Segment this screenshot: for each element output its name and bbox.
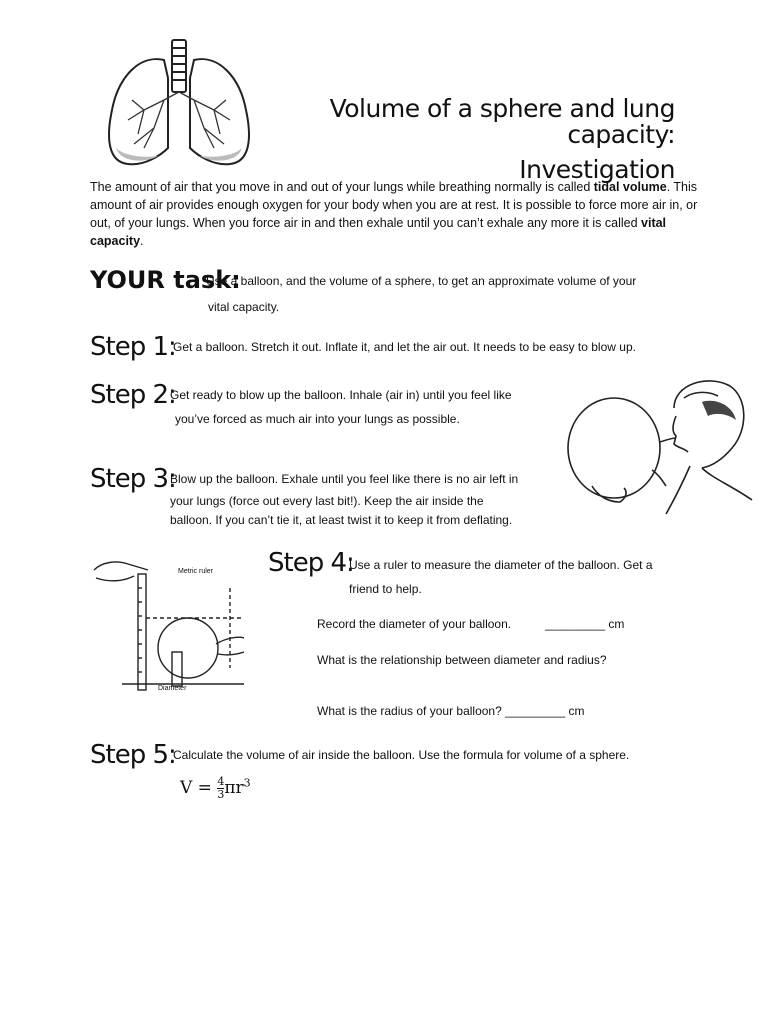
formula-pi: π (224, 778, 236, 798)
page-title (255, 96, 675, 183)
question-record-diameter: Record the diameter of your balloon. (317, 617, 512, 631)
step1-label: Step 1: (90, 332, 176, 362)
boy-balloon-illustration (562, 368, 760, 516)
ruler-figure (92, 548, 244, 696)
diameter-answer-blank[interactable]: _________ cm (545, 617, 625, 631)
intro-text-3: . (140, 234, 144, 248)
step2-label: Step 2: (90, 380, 176, 410)
formula-r: r (235, 778, 244, 798)
sphere-volume-formula (180, 776, 251, 801)
task-line2: vital capacity. (208, 300, 280, 314)
step4-line2: friend to help. (349, 582, 422, 596)
step3-label: Step 3: (90, 464, 176, 494)
step4-label: Step 4: (268, 548, 354, 578)
page-title-line2: Investigation (519, 154, 675, 184)
intro-paragraph (90, 178, 700, 250)
intro-text-2: . This amount of air provides enough oxygen for your body when you are at rest. It is possible to force more air in, or out, of your lungs. When you force air in and then exhale until you can’t exhale any more it is called (90, 180, 698, 230)
lungs-illustration (104, 38, 254, 170)
term-tidal-volume: tidal volume (593, 180, 667, 194)
diameter-label: Diameter (158, 685, 187, 692)
intro-text-1: The amount of air that you move in and out of your lungs while breathing normally is called (90, 180, 594, 194)
step2-line1: Get ready to blow up the balloon. Inhale (air in) until you feel like (170, 388, 512, 402)
step3-line2: your lungs (force out every last bit!). Keep the air inside the (170, 494, 484, 508)
step5-text: Calculate the volume of air inside the balloon. Use the formula for volume of a sphere. (173, 748, 630, 762)
step3-line3: balloon. If you can’t tie it, at least twist it to keep it from deflating. (170, 513, 513, 527)
term-vital-capacity: vital capacity (90, 216, 667, 248)
task-label: YOUR task: (90, 266, 241, 294)
step1-text: Get a balloon. Stretch it out. Inflate it, and let the air out. It needs to be easy to blow up. (173, 340, 636, 354)
question-radius-blank[interactable]: What is the radius of your balloon? _________ cm (317, 704, 585, 718)
step5-label: Step 5: (90, 740, 176, 770)
formula-denominator: 3 (217, 788, 225, 801)
page-title-line1: Volume of a sphere and lung capacity: (329, 94, 675, 150)
question-diameter-radius: What is the relationship between diameter and radius? (317, 653, 607, 667)
metric-ruler-label: Metric ruler (178, 568, 214, 575)
formula-numerator: 4 (217, 775, 225, 788)
formula-exponent: 3 (243, 776, 251, 790)
step3-line1: Blow up the balloon. Exhale until you feel like there is no air left in (170, 472, 519, 486)
step4-line1: Use a ruler to measure the diameter of the balloon. Get a (349, 558, 653, 572)
formula-lhs: V = (180, 778, 218, 798)
task-line1: Use a balloon, and the volume of a sphere, to get an approximate volume of your (206, 274, 637, 288)
step2-line2: you’ve forced as much air into your lungs as possible. (175, 412, 460, 426)
